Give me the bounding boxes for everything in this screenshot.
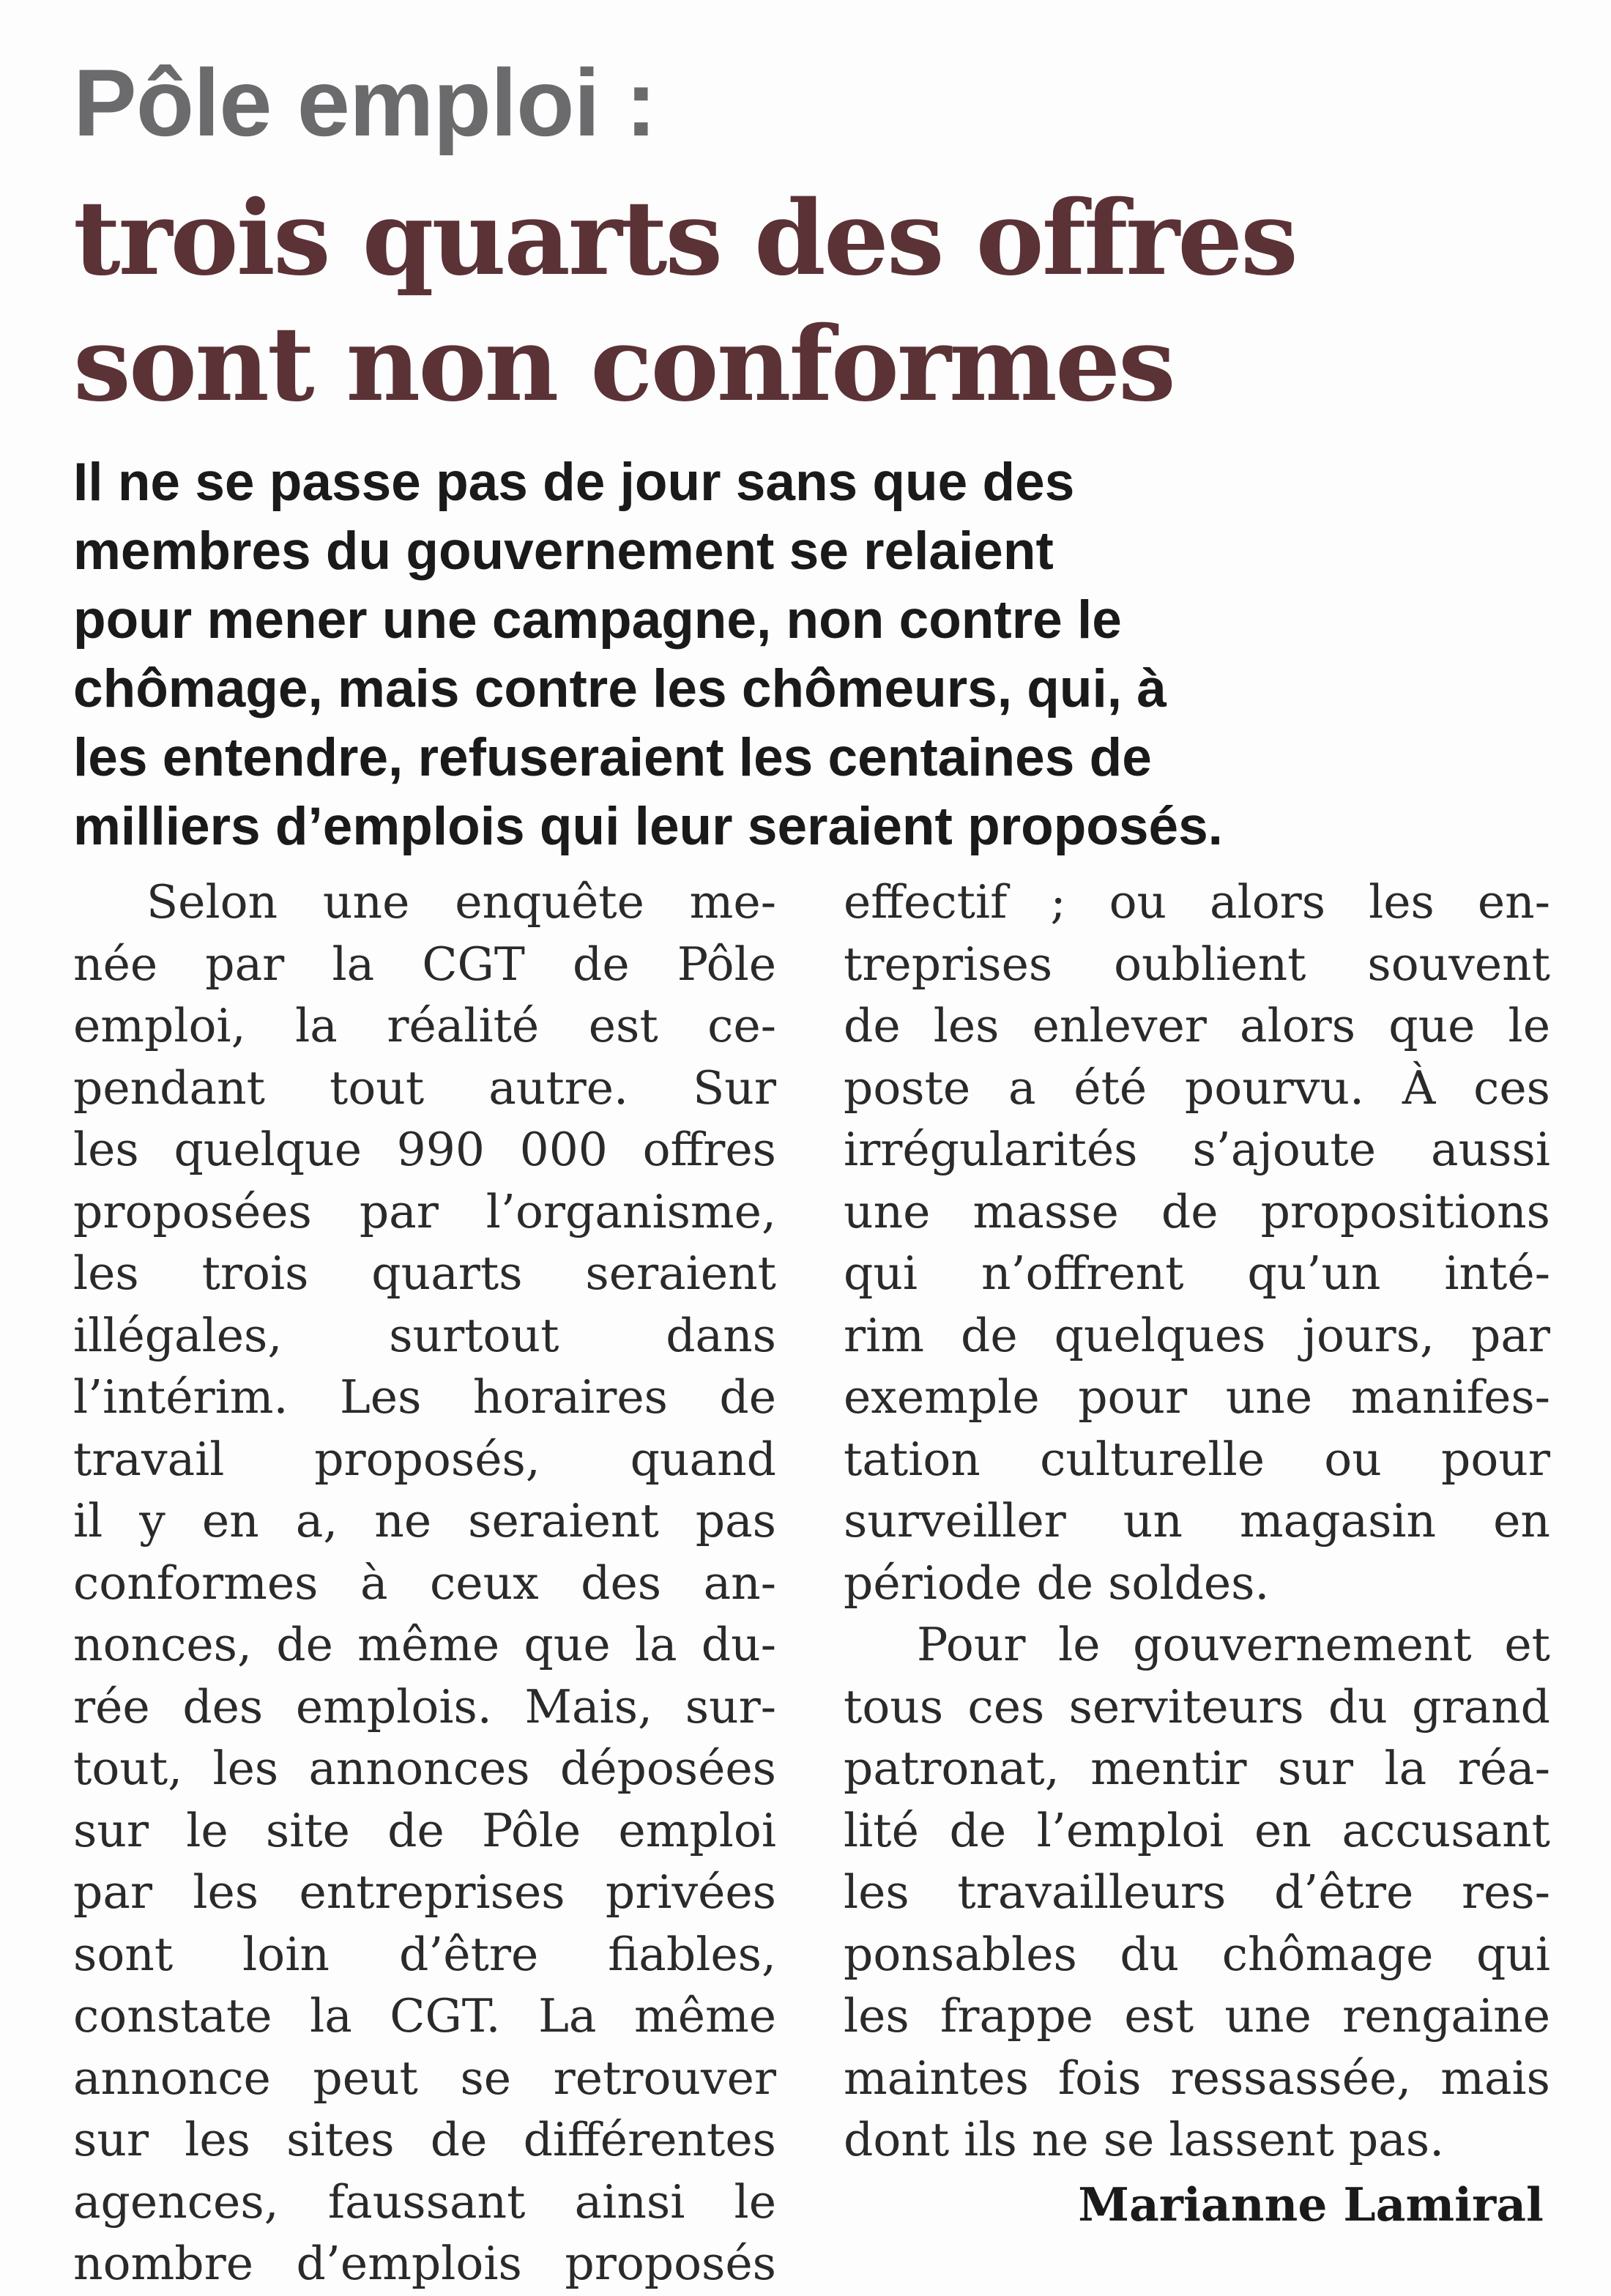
body-line: tous ces serviteurs du grand: [844, 1679, 1550, 1734]
lead-line: pour mener une campagne, non contre le: [73, 590, 1122, 650]
body-line: tation culturelle ou pour: [844, 1432, 1550, 1486]
body-line: l’intérim. Les horaires de: [73, 1370, 776, 1424]
body-line: effectif ; ou alors les en-: [844, 875, 1550, 929]
body-line: poste a été pourvu. À ces: [844, 1060, 1550, 1115]
body-line: rée des emplois. Mais, sur-: [73, 1679, 776, 1734]
body-line: proposées par l’organisme,: [73, 1184, 776, 1238]
body-line: irrégularités s’ajoute aussi: [844, 1123, 1550, 1176]
body-line: par les entreprises privées: [73, 1865, 776, 1919]
body-line: agences, faussant ainsi le: [73, 2174, 776, 2229]
body-line: les frappe est une rengaine: [844, 1989, 1550, 2043]
article-kicker: Pôle emploi :: [73, 49, 657, 156]
body-line: une masse de propositions: [844, 1184, 1550, 1238]
body-line: Selon une enquête me-: [146, 875, 776, 929]
body-line: période de soldes.: [844, 1556, 1270, 1610]
body-line: illégales, surtout dans: [73, 1308, 776, 1362]
body-line: ponsables du chômage qui: [844, 1927, 1550, 1981]
body-column-right: [844, 872, 1550, 2171]
body-line: née par la CGT de Pôle: [73, 937, 776, 991]
body-line: exemple pour une manifes-: [844, 1370, 1550, 1424]
article-lead: [73, 448, 1567, 861]
body-line: travail proposés, quand: [73, 1432, 776, 1486]
body-column-left: [73, 872, 776, 2295]
lead-line: milliers d’emplois qui leur seraient proposés.: [73, 797, 1223, 856]
body-line: les travailleurs d’être res-: [844, 1865, 1550, 1919]
body-line: treprises oublient souvent: [844, 937, 1550, 991]
body-line: qui n’offrent qu’un inté-: [844, 1247, 1550, 1300]
body-line: surveiller un magasin en: [844, 1494, 1550, 1548]
body-line: tout, les annonces déposées: [73, 1742, 776, 1795]
lead-line: chômage, mais contre les chômeurs, qui, à: [73, 659, 1167, 718]
body-line: dont ils ne se lassent pas.: [844, 2113, 1445, 2166]
headline-line: trois quarts des offres: [73, 179, 1296, 299]
lead-line: membres du gouvernement se relaient: [73, 521, 1054, 581]
lead-line: les entendre, refuseraient les centaines de: [73, 728, 1152, 787]
body-line: les trois quarts seraient: [73, 1247, 776, 1300]
headline-line: sont non conformes: [73, 305, 1174, 425]
body-line: annonce peut se retrouver: [73, 2051, 776, 2105]
body-line: conformes à ceux des an-: [73, 1556, 776, 1610]
body-line: lité de l’emploi en accusant: [844, 1803, 1550, 1857]
body-line: sur le site de Pôle emploi: [73, 1803, 776, 1857]
lead-line: Il ne se passe pas de jour sans que des: [73, 453, 1075, 512]
body-line: rim de quelques jours, par: [844, 1308, 1550, 1362]
body-line: sont loin d’être fiables,: [73, 1927, 776, 1981]
body-line: il y en a, ne seraient pas: [73, 1494, 776, 1548]
body-line: les quelque 990 000 offres: [73, 1123, 776, 1176]
body-line: patronat, mentir sur la réa-: [844, 1742, 1550, 1795]
body-line: nombre d’emplois proposés: [73, 2237, 776, 2290]
body-line: Pour le gouvernement et: [917, 1618, 1550, 1671]
body-line: nonces, de même que la du-: [73, 1618, 776, 1671]
body-line: sur les sites de différentes: [73, 2113, 776, 2166]
body-line: de les enlever alors que le: [844, 999, 1550, 1052]
article-byline: Marianne Lamiral: [1078, 2177, 1544, 2232]
article-headline: [73, 176, 1538, 428]
body-line: pendant tout autre. Sur: [73, 1060, 776, 1115]
body-line: emploi, la réalité est ce-: [73, 999, 776, 1052]
body-line: maintes fois ressassée, mais: [844, 2051, 1550, 2105]
body-line: constate la CGT. La même: [73, 1989, 776, 2043]
